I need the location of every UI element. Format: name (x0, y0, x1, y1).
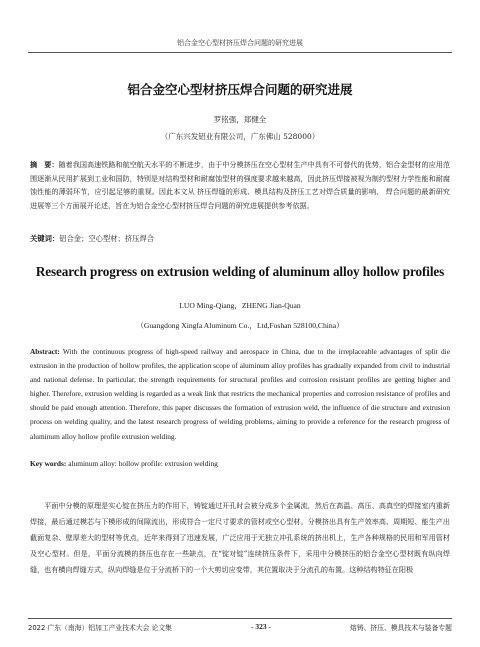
footer-session: 熔铸、挤压、模具技术与装备专题 (350, 624, 452, 632)
chinese-keywords (30, 234, 450, 244)
english-title: Research progress on extrusion welding of aluminum alloy hollow profiles (35, 264, 445, 279)
chinese-title: 铝合金空心型材挤压焊合问题的研究进展 (127, 82, 353, 97)
english-keywords-text: aluminum alloy: hollow profile: extrusion welding (68, 459, 218, 468)
chinese-keywords-text: 铝合金；空心型材；挤压焊合 (59, 234, 155, 243)
english-authors: LUO Ming-Qiang，ZHENG Jian-Quan (179, 301, 301, 310)
chinese-keywords-label: 关键词： (30, 234, 60, 243)
page-number: - 323 - (251, 622, 271, 631)
english-abstract-label: Abstract: (30, 347, 60, 356)
english-abstract-text: With the continuous progress of high-speed railway and aerospace in China, due to the irreplaceable advantages of split die extrusion in the production of hollow profiles, the application scope of aluminum alloy profiles has gradually expanded from civil to industrial and national defense. In particular, the strength requirements for structural profiles and corrosion resistant profiles are getting higher and higher. Therefore, extrusion welding is regarded as a weak link that restricts the mechanical properties and corrosion resistance of profiles and should be paid enough attention. Therefore, this paper discusses the formation of extrusion weld, the influence of die structure and extrusion process on welding quality, and the latest research progress of welding problems, aiming to provide a reference for the research progress of aluminum alloy hollow profile extrusion welding. (30, 347, 450, 441)
footer-proceedings: 2022 广东（南海）铝加工产业技术大会 论文集 (28, 624, 172, 632)
english-abstract (30, 345, 450, 444)
page-footer (28, 618, 452, 632)
chinese-affiliation: （广东兴发铝业有限公司，广东佛山 528000） (160, 132, 320, 141)
body-paragraph: 平面中分模的原理是实心锭在挤压力的作用下，铸锭通过开孔时会被分成多个金属流，然后在高温、高压、高真空的焊接室内重新焊接，最后通过模芯与下模形成的间隙流出，形成符合一定尺寸要求的管材或空心型材。分模挤出具有生产效率高、周期短、能生产出截面复杂、壁厚差大的型材等优点，近年来得到了迅速发展，广泛应用于无独立冲孔系统的挤出机上，生产各种规格的民用和军用管材及空心型材。但是，平面分流模的挤压也存在一些缺点，在“锭对锭”连续挤压条件下，采用中分模挤压的铝合金空心型材既有纵向焊缝，也有横向焊缝方式，纵向焊缝是位于分流桥下的一个大剪切应变带，其位置取决于分流孔的布置。这种结构特征在阳极 (30, 501, 450, 575)
chinese-abstract-text: 随着我国高速铁路和航空航天水平的不断进步，由于中分模挤压在空心型材生产中具有不可替代的优势，铝合金型材的应用范围逐渐从民用扩展到工业和国防，特别是对结构型材和耐腐蚀型材的强度要求越来越高，因此挤压焊接被视为制约型材力学性能和耐腐蚀性能的薄弱环节，应引起足够的重视。因此本文从 挤压焊缝的形成、模具结构及挤压工艺对焊合质量的影响、 焊合问题的最新研究进展等三个方面展开论述，旨在为铝合金空心型材挤压焊合问题的研究进展提供参考依据。 (30, 160, 451, 210)
running-head: 铝合金空心型材挤压焊合问题的研究进展 (28, 38, 452, 53)
chinese-abstract (30, 158, 450, 212)
english-keywords-label: Key words: (30, 459, 67, 468)
english-affiliation: （Guangdong Xingfa Aluminum Co.，Ltd,Foshan 528100,China） (136, 321, 344, 330)
chinese-abstract-label: 摘 要： (30, 160, 59, 169)
chinese-authors: 罗铭强，郑健全 (213, 115, 267, 124)
english-keywords (30, 459, 450, 468)
